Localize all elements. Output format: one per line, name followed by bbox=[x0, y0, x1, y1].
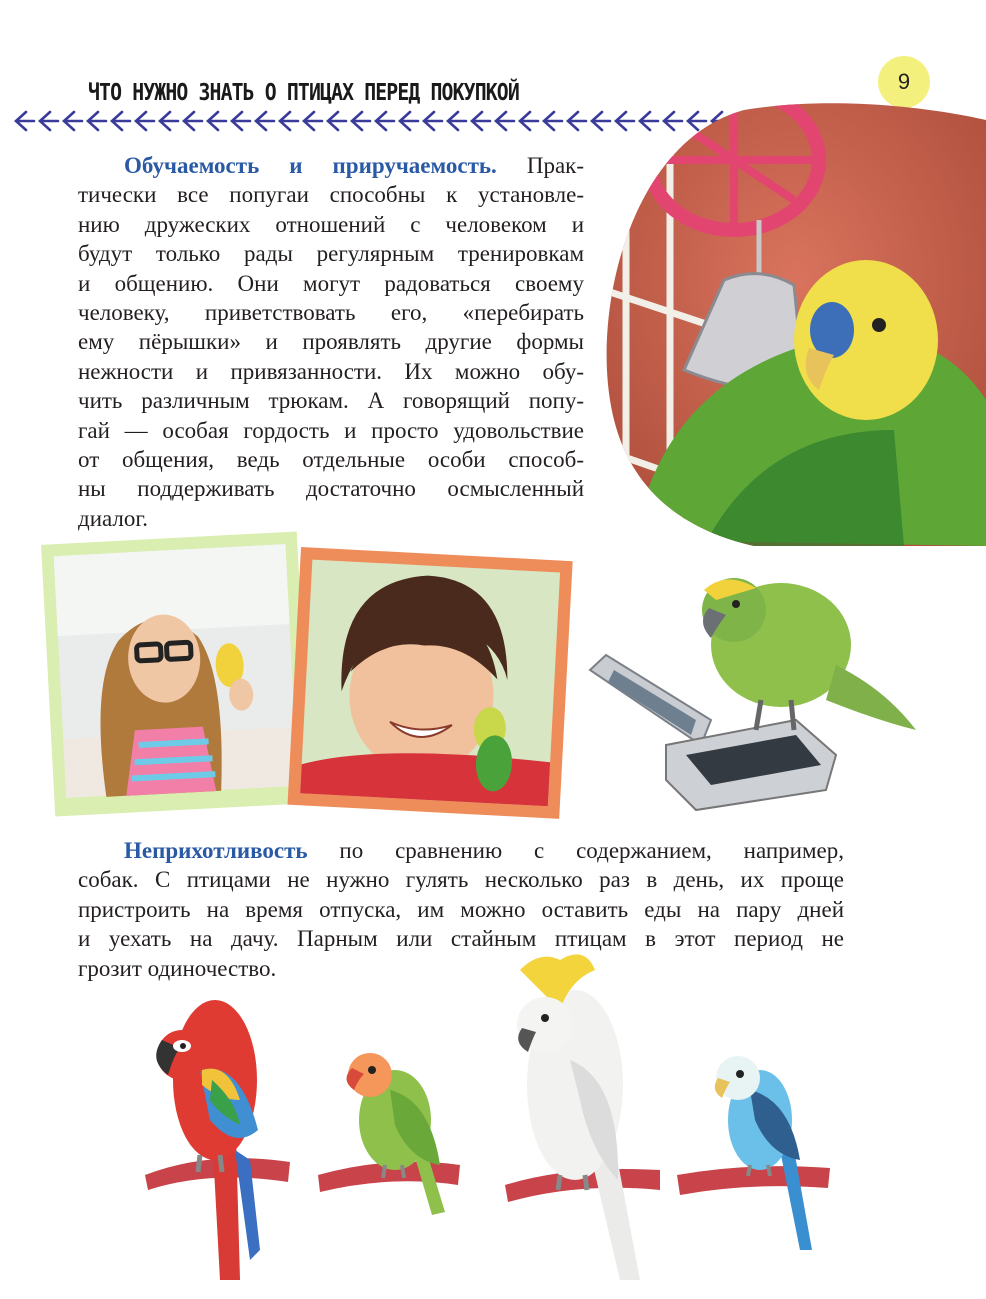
boy-budgie-photo bbox=[282, 546, 582, 824]
text-line: нию дружеских отношений с человеком и bbox=[78, 211, 584, 237]
parrot-phone-photo bbox=[586, 570, 916, 820]
budgie-bell-photo bbox=[604, 100, 986, 546]
trainability-lead: Обучаемость и приручаемость. bbox=[124, 153, 497, 178]
text-line: человеку, приветствовать его, «перебирать bbox=[78, 299, 584, 325]
text-line: собак. С птицами не нужно гулять несколько раз в день, их проще bbox=[78, 867, 844, 893]
text-line: и уехать на дачу. Парным или стайным птицам в этот период не bbox=[78, 926, 844, 952]
chapter-title: ЧТО НУЖНО ЗНАТЬ О ПТИЦАХ ПЕРЕД ПОКУПКОЙ bbox=[88, 80, 519, 106]
text-line: гай — особая гордость и просто удовольствие bbox=[78, 417, 584, 443]
lovebird-illustration bbox=[318, 1053, 460, 1215]
text-line: грозит одиночество. bbox=[78, 955, 277, 981]
text-line: будут только рады регулярным тренировкам bbox=[78, 241, 584, 267]
text-line: ему пёрышки» и проявлять другие формы bbox=[78, 329, 584, 355]
girl-canary-photo bbox=[40, 528, 312, 820]
text-line: ны поддерживать достаточно осмысленный bbox=[78, 476, 584, 502]
text-line: от общения, ведь отдельные особи способ- bbox=[78, 446, 584, 472]
unpretentiousness-lead: Неприхотливость bbox=[124, 838, 308, 863]
text-line: и общению. Они могут радоваться своему bbox=[78, 270, 584, 296]
text-line: тически все попугаи способны к установле- bbox=[78, 182, 584, 208]
macaw-illustration bbox=[145, 1000, 290, 1280]
text-line: диалог. bbox=[78, 505, 148, 531]
budgerigar-illustration bbox=[677, 1056, 830, 1250]
cockatoo-illustration bbox=[505, 954, 660, 1280]
text-line: пристроить на время отпуска, им можно оставить еды на пару дней bbox=[78, 896, 844, 922]
text-line: Прак- bbox=[496, 153, 584, 178]
parrot-illustrations bbox=[140, 950, 850, 1290]
trainability-paragraph bbox=[78, 151, 584, 533]
text-line: нежности и привязанности. Их можно обу- bbox=[78, 358, 584, 384]
page-number-badge: 9 bbox=[878, 56, 930, 108]
text-line: по сравнению с содержанием, например, bbox=[307, 838, 844, 863]
text-line: чить различным трюкам. А говорящий попу- bbox=[78, 388, 584, 414]
